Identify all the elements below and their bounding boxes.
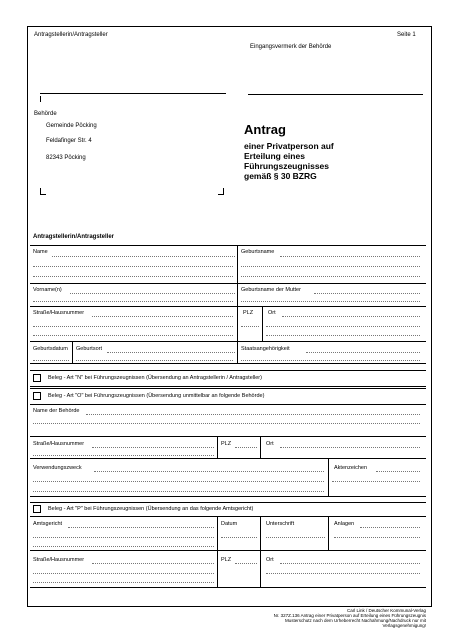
court-field-line3[interactable]: [33, 546, 214, 547]
p-ort-field-line2[interactable]: [266, 573, 420, 574]
purpose-label: Verwendungszweck: [33, 465, 82, 471]
birth-place-label: Geburtsort: [76, 346, 102, 352]
name-field-line2[interactable]: [33, 266, 233, 267]
nationality-label: Staatsangehörigkeit: [241, 346, 290, 352]
option-o-top: [30, 388, 426, 389]
date-divider: [260, 516, 261, 550]
form-title: Antrag: [244, 122, 286, 137]
page-number: Seite 1: [397, 32, 416, 38]
p-plz-divider: [260, 550, 261, 587]
applicant-street-field-line2[interactable]: [33, 326, 233, 327]
footer-form-number: Nr. 327Z.136 Antrag einer Privatperson auf Erteilung eines Führungszeugnis: [273, 613, 426, 618]
p-plz-field[interactable]: [235, 563, 257, 564]
mother-birth-name-label: Geburtsname der Mutter: [241, 287, 301, 293]
option-o-checkbox[interactable]: [33, 392, 41, 400]
p-ort-label: Ort: [266, 557, 274, 563]
attachments-field[interactable]: [360, 527, 420, 528]
p-street-divider: [217, 550, 218, 587]
o-street-field-line2[interactable]: [33, 455, 214, 456]
option-o-header-bottom: [30, 404, 426, 405]
birth-name-field-line3[interactable]: [241, 276, 420, 277]
applicant-street-label: Straße/Hausnummer: [33, 310, 85, 316]
applicant-section-top: [30, 245, 426, 246]
applicant-section-title: Antragstellerin/Antragsteller: [33, 234, 115, 240]
option-p-top: [30, 502, 426, 503]
option-p-label: Beleg - Art "P" bei Führungszeugnissen (Übersendung an das folgende Amtsgericht): [48, 506, 254, 512]
court-field[interactable]: [68, 527, 214, 528]
nationality-field[interactable]: [306, 352, 420, 353]
authority-city: 82343 Pöcking: [46, 155, 86, 161]
signature-label: Unterschrift: [266, 521, 295, 527]
purpose-field[interactable]: [94, 471, 324, 472]
option-n-checkbox[interactable]: [33, 374, 41, 382]
form-subtitle-4: gemäß § 30 BZRG: [244, 171, 317, 181]
authority-name: Gemeinde Pöcking: [46, 123, 97, 129]
o-ort-label: Ort: [266, 441, 274, 447]
applicant-street-field-line3[interactable]: [33, 335, 233, 336]
p-street-label: Straße/Hausnummer: [33, 557, 85, 563]
authority-name-field-line2[interactable]: [33, 423, 420, 424]
mother-birth-name-field[interactable]: [314, 293, 420, 294]
nationality-field-line2[interactable]: [241, 360, 420, 361]
attachments-field-line2[interactable]: [334, 537, 420, 538]
file-ref-field[interactable]: [376, 471, 420, 472]
mother-birth-name-field-line2[interactable]: [241, 301, 420, 302]
receipt-line: [248, 94, 423, 95]
court-field-line2[interactable]: [33, 537, 214, 538]
date-field[interactable]: [221, 537, 257, 538]
option-o-divider-1: [30, 436, 426, 437]
row-divider-3: [30, 341, 426, 342]
form-subtitle-2: Erteilung eines: [244, 151, 305, 161]
o-plz-field[interactable]: [235, 447, 257, 448]
name-label: Name: [33, 249, 48, 255]
first-names-field-line2[interactable]: [33, 301, 233, 302]
file-ref-label: Aktenzeichen: [334, 465, 368, 471]
first-names-label: Vorname(n): [33, 287, 62, 293]
p-street-field[interactable]: [92, 563, 214, 564]
birth-date-divider: [72, 341, 73, 363]
address-corner-br: [218, 188, 224, 195]
applicant-ort-field-line3[interactable]: [266, 335, 420, 336]
birth-date-label: Geburtsdatum: [33, 346, 68, 352]
court-divider: [217, 516, 218, 550]
name-field-line3[interactable]: [33, 276, 233, 277]
applicant-street-field[interactable]: [92, 316, 233, 317]
date-label: Datum: [221, 521, 238, 527]
applicant-ort-field-line2[interactable]: [266, 326, 420, 327]
o-plz-label: PLZ: [221, 441, 232, 447]
form-subtitle-3: Führungszeugnisses: [244, 161, 330, 171]
birth-place-field[interactable]: [107, 352, 235, 353]
birth-place-field-line2[interactable]: [76, 360, 233, 361]
purpose-field-line2[interactable]: [33, 481, 324, 482]
o-plz-divider: [260, 436, 261, 458]
address-corner-bl: [40, 188, 46, 195]
authority-name-label: Name der Behörde: [33, 408, 80, 414]
signature-field[interactable]: [266, 537, 325, 538]
p-plz-label: PLZ: [221, 557, 232, 563]
street-plz-divider: [237, 306, 238, 341]
receipt-stamp-label: Eingangsvermerk der Behörde: [250, 44, 332, 50]
authority-name-field[interactable]: [86, 414, 420, 415]
p-ort-field[interactable]: [280, 563, 420, 564]
name-divider: [237, 245, 238, 283]
option-n-bottom: [30, 386, 426, 387]
address-window-top-line: [40, 93, 226, 94]
option-o-label: Beleg - Art "O" bei Führungszeugnissen (Übersendung unmittelbar an folgende Behörde): [48, 393, 265, 399]
birth-name-field[interactable]: [280, 256, 420, 257]
file-ref-field-line2[interactable]: [332, 481, 420, 482]
row-divider-4: [30, 363, 426, 364]
o-street-field[interactable]: [92, 447, 214, 448]
plz-ort-divider: [262, 306, 263, 341]
option-p-divider-1: [30, 550, 426, 551]
option-o-divider-2: [30, 458, 426, 459]
authority-street: Feldafinger Str. 4: [46, 138, 92, 144]
header-applicant-label: Antragstellerin/Antragsteller: [34, 32, 108, 38]
birth-name-label: Geburtsname: [241, 249, 275, 255]
o-street-divider: [217, 436, 218, 458]
applicant-plz-label: PLZ: [243, 310, 254, 316]
o-street-label: Straße/Hausnummer: [33, 441, 85, 447]
attachments-label: Anlagen: [334, 521, 355, 527]
option-n-top: [30, 370, 426, 371]
form-subtitle-1: einer Privatperson auf: [244, 141, 334, 151]
birth-date-field[interactable]: [33, 360, 69, 361]
applicant-ort-label: Ort: [268, 310, 276, 316]
p-street-field-line2[interactable]: [33, 573, 214, 574]
applicant-plz-field[interactable]: [241, 326, 259, 327]
court-label: Amtsgericht: [33, 521, 63, 527]
option-p-checkbox[interactable]: [33, 505, 41, 513]
authority-label: Behörde: [34, 111, 57, 117]
signature-divider: [328, 516, 329, 550]
o-ort-field[interactable]: [280, 447, 420, 448]
option-p-header-bottom: [30, 516, 426, 517]
birth-place-divider: [237, 341, 238, 363]
address-corner-tl: [40, 96, 45, 102]
footer-permission: Verlagsgenehmigung!: [382, 623, 426, 628]
purpose-divider: [328, 458, 329, 496]
first-names-divider: [237, 283, 238, 306]
option-o-bottom: [30, 496, 426, 497]
row-divider-1: [30, 283, 426, 284]
footer-copyright: Musterschutz nach dem Urheberrecht Nachahmung/Nachdruck nur mit: [284, 618, 426, 623]
name-field[interactable]: [52, 256, 235, 257]
footer-publisher: Carl Link / Deutscher Kommunal-Verlag: [346, 608, 426, 613]
p-street-field-line3[interactable]: [33, 582, 214, 583]
birth-name-field-line2[interactable]: [241, 266, 420, 267]
option-p-bottom: [30, 587, 426, 588]
purpose-field-line3[interactable]: [33, 491, 324, 492]
applicant-ort-field[interactable]: [282, 316, 420, 317]
row-divider-2: [30, 306, 426, 307]
option-n-label: Beleg - Art "N" bei Führungszeugnissen (Übersendung an Antragstellerin / Antragsteller): [48, 375, 262, 381]
first-names-field[interactable]: [70, 293, 235, 294]
